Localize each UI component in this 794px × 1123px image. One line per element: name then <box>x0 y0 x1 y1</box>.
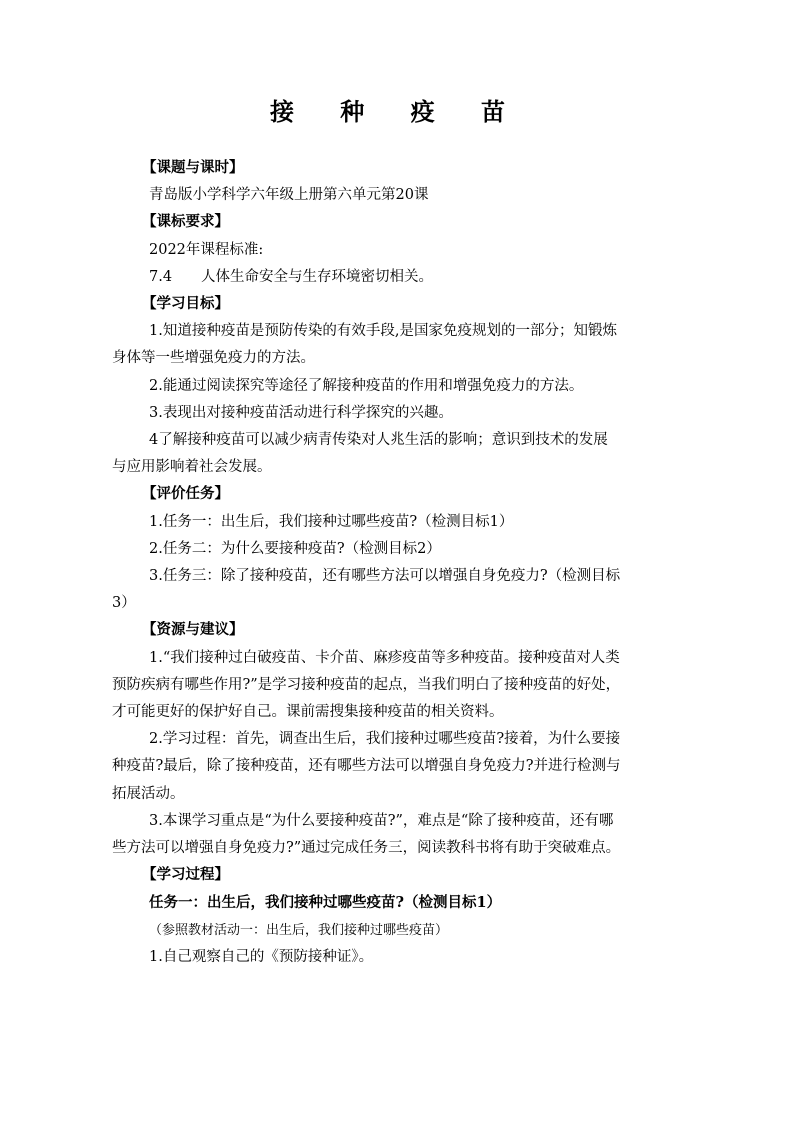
section-heading: 【课标要求】 <box>142 214 229 231</box>
paragraph-line: 3） <box>112 595 136 612</box>
task-heading: 任务一：出生后，我们接种过哪些疫苗?（检测目标1） <box>149 894 502 912</box>
page-title: 接 种 疫 苗 <box>269 98 525 126</box>
section-heading: 【课题与课时】 <box>142 160 244 176</box>
note-line: （参照教材活动一：出生后，我们接种过哪些疫苗） <box>149 922 449 938</box>
paragraph-line: 青岛版小学科学六年级上册第六单元第20课 <box>149 187 429 204</box>
paragraph-line: 7.4 人体生命安全与生存环境密切相关。 <box>149 268 434 285</box>
paragraph-line: 预防疾病有哪些作用?”是学习接种疫苗的起点，当我们明白了接种疫苗的好处， <box>112 676 621 693</box>
paragraph-line: 4了解接种疫苗可以减少病青传染对人兆生活的影响；意识到技术的发展 <box>149 432 608 449</box>
paragraph-line: 2.学习过程：首先，调查出生后，我们接种过哪些疫苗?接着，为什么要接 <box>149 731 621 748</box>
section-heading: 【资源与建议】 <box>142 622 244 639</box>
paragraph-line: 1.任务一：出生后，我们接种过哪些疫苗?（检测目标1） <box>149 513 514 530</box>
paragraph-line: 才可能更好的保护好自己。课前需搜集接种疫苗的相关资料。 <box>112 704 504 721</box>
paragraph-line: 3.本课学习重点是“为什么要接种疫苗?”，难点是“除了接种疫苗，还有哪 <box>149 812 614 829</box>
paragraph-line: 1.“我们接种过白破疫苗、卡介苗、麻疹疫苗等多种疫苗。接种疫苗对人类 <box>149 649 620 666</box>
paragraph-line: 3.任务三：除了接种疫苗，还有哪些方法可以增强自身免疫力?（检测目标 <box>149 568 621 585</box>
section-heading: 【评价任务】 <box>142 486 229 503</box>
paragraph-line: 2.任务二：为什么要接种疫苗?（检测目标2） <box>149 540 441 557</box>
paragraph-line: 2022年课程标准: <box>149 241 264 258</box>
paragraph-line: 1.知道接种疫苗是预防传染的有效手段,是国家免疫规划的一部分；知锻炼 <box>149 323 617 340</box>
paragraph-line: 2.能通过阅读探究等途径了解接种疫苗的作用和增强免疫力的方法。 <box>149 377 584 394</box>
paragraph-line: 3.表现出对接种疫苗活动进行科学探究的兴趣。 <box>149 404 453 421</box>
section-heading: 【学习过程】 <box>142 867 229 884</box>
paragraph-line: 身体等一些增强免疫力的方法。 <box>112 350 315 367</box>
section-heading: 【学习目标】 <box>142 296 229 313</box>
paragraph-line: 与应用影响着社会发展。 <box>112 459 272 476</box>
paragraph-line: 拓展活动。 <box>112 785 185 802</box>
paragraph-line: 1.自己观察自己的《预防接种证》。 <box>149 948 374 965</box>
paragraph-line: 些方法可以增强自身免疫力?”通过完成任务三，阅读教科书将有助于突破难点。 <box>112 840 621 857</box>
document-body <box>112 155 686 971</box>
paragraph-line: 种疫苗?最后，除了接种疫苗，还有哪些方法可以增强自身免疫力?并进行检测与 <box>112 758 621 775</box>
